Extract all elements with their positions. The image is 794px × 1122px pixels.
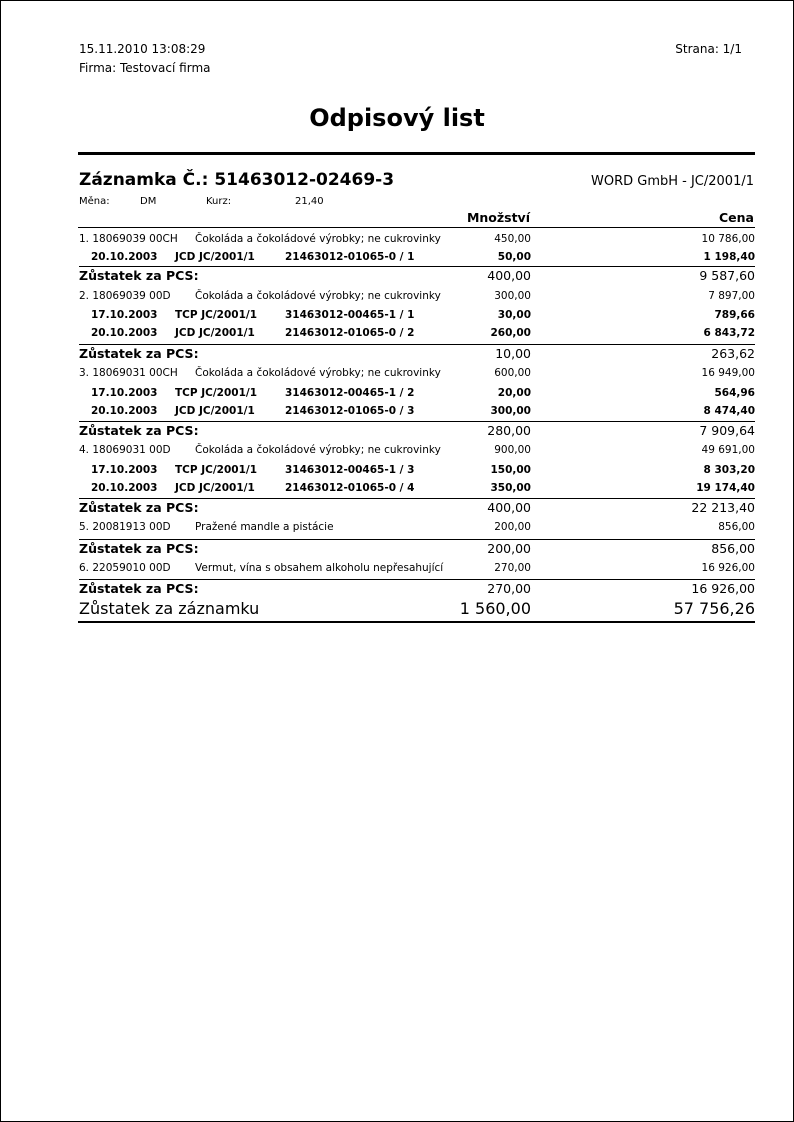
total-quantity: 1 560,00 bbox=[459, 599, 531, 618]
balance-row bbox=[79, 579, 755, 598]
rate-value: 21,40 bbox=[295, 196, 324, 207]
row-price: 8 474,40 bbox=[703, 405, 755, 417]
row-quantity: 900,00 bbox=[494, 444, 531, 456]
document-code: JCD JC/2001/1 bbox=[175, 251, 255, 263]
document-row bbox=[79, 461, 755, 479]
document-date: 20.10.2003 bbox=[91, 482, 158, 494]
row-quantity: 20,00 bbox=[497, 387, 531, 399]
row-price: 22 213,40 bbox=[691, 500, 755, 515]
row-price: 16 926,00 bbox=[691, 581, 755, 596]
row-quantity: 270,00 bbox=[494, 562, 531, 574]
row-quantity: 150,00 bbox=[490, 464, 531, 476]
page-number: Strana: 1/1 bbox=[675, 42, 742, 56]
item-row bbox=[79, 230, 755, 248]
row-quantity: 50,00 bbox=[497, 251, 531, 263]
row-price: 10 786,00 bbox=[701, 233, 755, 245]
row-quantity: 30,00 bbox=[497, 309, 531, 321]
balance-row bbox=[79, 421, 755, 440]
row-quantity: 600,00 bbox=[494, 367, 531, 379]
row-price: 8 303,20 bbox=[703, 464, 755, 476]
firm-code: WORD GmbH - JC/2001/1 bbox=[590, 174, 754, 189]
row-quantity: 200,00 bbox=[494, 521, 531, 533]
row-quantity: 400,00 bbox=[487, 268, 531, 283]
row-quantity: 350,00 bbox=[490, 482, 531, 494]
currency-label: Měna: bbox=[79, 196, 110, 207]
document-code: JCD JC/2001/1 bbox=[175, 327, 255, 339]
report-title: Odpisový list bbox=[309, 104, 485, 132]
item-description: Čokoláda a čokoládové výrobky; ne cukrovinky bbox=[195, 290, 441, 302]
document-code: JCD JC/2001/1 bbox=[175, 482, 255, 494]
document-reference: 31463012-00465-1 / 2 bbox=[285, 387, 415, 399]
document-row bbox=[79, 324, 755, 342]
balance-label: Zůstatek za PCS: bbox=[79, 500, 199, 515]
item-description: Pražené mandle a pistácie bbox=[195, 521, 334, 533]
item-number: 4. 18069031 00D bbox=[79, 444, 171, 456]
document-date: 20.10.2003 bbox=[91, 327, 158, 339]
item-number: 2. 18069039 00D bbox=[79, 290, 171, 302]
document-reference: 21463012-01065-0 / 3 bbox=[285, 405, 415, 417]
balance-row bbox=[79, 344, 755, 363]
item-number: 1. 18069039 00CH bbox=[79, 233, 178, 245]
item-description: Čokoláda a čokoládové výrobky; ne cukrovinky bbox=[195, 367, 441, 379]
row-quantity: 280,00 bbox=[487, 423, 531, 438]
row-price: 7 909,64 bbox=[699, 423, 755, 438]
item-number: 5. 20081913 00D bbox=[79, 521, 171, 533]
document-date: 20.10.2003 bbox=[91, 251, 158, 263]
item-row bbox=[79, 559, 755, 577]
column-header-quantity: Množství bbox=[466, 210, 530, 225]
row-price: 789,66 bbox=[714, 309, 755, 321]
document-date: 17.10.2003 bbox=[91, 464, 158, 476]
document-code: TCP JC/2001/1 bbox=[175, 387, 258, 399]
row-price: 16 949,00 bbox=[701, 367, 755, 379]
item-description: Vermut, vína s obsahem alkoholu nepřesahující bbox=[195, 562, 444, 574]
row-price: 16 926,00 bbox=[701, 562, 755, 574]
row-price: 19 174,40 bbox=[696, 482, 755, 494]
document-row bbox=[79, 384, 755, 402]
document-date: 17.10.2003 bbox=[91, 387, 158, 399]
document-reference: 21463012-01065-0 / 2 bbox=[285, 327, 415, 339]
document-reference: 21463012-01065-0 / 1 bbox=[285, 251, 415, 263]
balance-row bbox=[79, 266, 755, 285]
row-quantity: 10,00 bbox=[495, 346, 531, 361]
document-code: JCD JC/2001/1 bbox=[175, 405, 255, 417]
print-datetime: 15.11.2010 13:08:29 bbox=[79, 42, 206, 56]
document-date: 20.10.2003 bbox=[91, 405, 158, 417]
row-price: 9 587,60 bbox=[699, 268, 755, 283]
row-price: 856,00 bbox=[711, 541, 755, 556]
item-row bbox=[79, 441, 755, 459]
row-price: 6 843,72 bbox=[703, 327, 755, 339]
balance-row bbox=[79, 539, 755, 558]
total-row bbox=[79, 599, 755, 621]
row-price: 564,96 bbox=[714, 387, 755, 399]
row-quantity: 260,00 bbox=[490, 327, 531, 339]
item-description: Čokoláda a čokoládové výrobky; ne cukrovinky bbox=[195, 233, 441, 245]
row-price: 856,00 bbox=[718, 521, 755, 533]
rate-label: Kurz: bbox=[206, 196, 232, 207]
row-quantity: 270,00 bbox=[487, 581, 531, 596]
row-price: 7 897,00 bbox=[708, 290, 755, 302]
item-row bbox=[79, 518, 755, 536]
item-number: 3. 18069031 00CH bbox=[79, 367, 178, 379]
item-number: 6. 22059010 00D bbox=[79, 562, 171, 574]
document-row bbox=[79, 402, 755, 420]
column-header-price: Cena bbox=[719, 210, 754, 225]
balance-label: Zůstatek za PCS: bbox=[79, 268, 199, 283]
item-description: Čokoláda a čokoládové výrobky; ne cukrovinky bbox=[195, 444, 441, 456]
row-price: 49 691,00 bbox=[701, 444, 755, 456]
row-price: 1 198,40 bbox=[703, 251, 755, 263]
header-divider bbox=[78, 227, 755, 228]
document-row bbox=[79, 479, 755, 497]
row-quantity: 200,00 bbox=[487, 541, 531, 556]
currency-value: DM bbox=[140, 196, 157, 207]
balance-label: Zůstatek za PCS: bbox=[79, 423, 199, 438]
company-name: Firma: Testovací firma bbox=[79, 61, 211, 75]
row-quantity: 300,00 bbox=[490, 405, 531, 417]
item-row bbox=[79, 364, 755, 382]
record-heading: Záznamka Č.: 51463012-02469-3 bbox=[79, 170, 395, 190]
row-price: 263,62 bbox=[711, 346, 755, 361]
balance-row bbox=[79, 498, 755, 517]
row-quantity: 300,00 bbox=[494, 290, 531, 302]
row-quantity: 400,00 bbox=[487, 500, 531, 515]
balance-label: Zůstatek za PCS: bbox=[79, 346, 199, 361]
document-code: TCP JC/2001/1 bbox=[175, 464, 258, 476]
document-date: 17.10.2003 bbox=[91, 309, 158, 321]
item-row bbox=[79, 287, 755, 305]
document-row bbox=[79, 248, 755, 266]
document-code: TCP JC/2001/1 bbox=[175, 309, 258, 321]
document-reference: 31463012-00465-1 / 1 bbox=[285, 309, 415, 321]
total-price: 57 756,26 bbox=[673, 599, 755, 618]
row-quantity: 450,00 bbox=[494, 233, 531, 245]
total-label: Zůstatek za záznamku bbox=[79, 599, 260, 618]
document-reference: 31463012-00465-1 / 3 bbox=[285, 464, 415, 476]
title-divider bbox=[78, 152, 755, 155]
document-row bbox=[79, 306, 755, 324]
balance-label: Zůstatek za PCS: bbox=[79, 581, 199, 596]
total-divider bbox=[78, 621, 755, 623]
balance-label: Zůstatek za PCS: bbox=[79, 541, 199, 556]
document-reference: 21463012-01065-0 / 4 bbox=[285, 482, 415, 494]
